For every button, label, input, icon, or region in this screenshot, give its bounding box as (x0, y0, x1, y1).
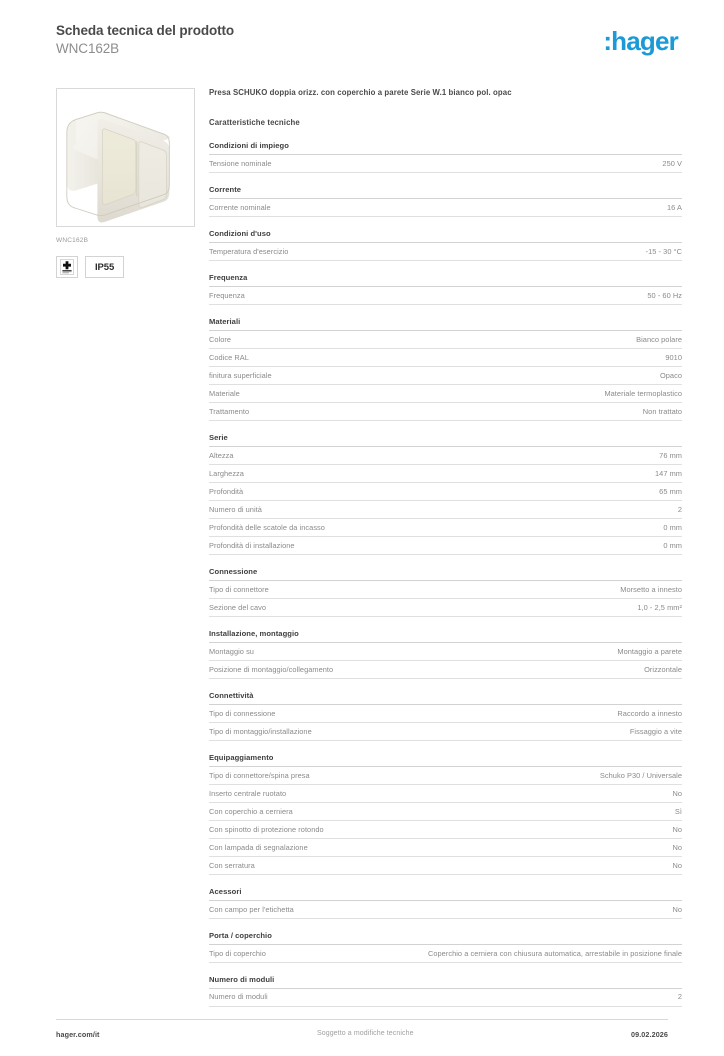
spec-row-label: Altezza (209, 450, 234, 460)
spec-row-value: 16 A (667, 202, 682, 212)
page-header (40, 0, 684, 70)
spec-row (209, 519, 682, 537)
spec-row-label: Sezione del cavo (209, 602, 267, 612)
footer-website[interactable]: hager.com/it (56, 1030, 100, 1040)
spec-row-value: Bianco polare (636, 334, 682, 344)
spec-row-label: Tipo di coperchio (209, 948, 266, 958)
product-image-frame (56, 88, 195, 227)
page-footer (40, 1019, 684, 1056)
spec-row-value: No (672, 904, 682, 914)
spec-section-heading: Condizioni di impiego (209, 141, 682, 155)
spec-section (209, 317, 682, 421)
spec-row-value: Morsetto a innesto (620, 584, 682, 594)
spec-row-label: Profondità di installazione (209, 540, 295, 550)
spec-section (209, 753, 682, 875)
spec-row-label: Trattamento (209, 406, 250, 416)
spec-section-heading: Frequenza (209, 273, 682, 287)
spec-section (209, 629, 682, 679)
footer-center-holder (100, 1030, 631, 1040)
spec-row-label: Corrente nominale (209, 202, 271, 212)
cross-protection-icon (60, 259, 74, 275)
spec-row-value: 147 mm (655, 468, 682, 478)
spec-row-label: Profondità (209, 486, 244, 496)
product-image (57, 89, 194, 226)
spec-row (209, 465, 682, 483)
spec-row (209, 287, 682, 305)
spec-row (209, 537, 682, 555)
spec-row-label: finitura superficiale (209, 370, 272, 380)
page-body (40, 70, 684, 1019)
spec-row (209, 331, 682, 349)
spec-row-value: Montaggio a parete (617, 646, 682, 656)
spec-section (209, 433, 682, 555)
spec-row-value: 2 (677, 992, 682, 1002)
spec-section (209, 141, 682, 173)
spec-section-heading: Acessori (209, 887, 682, 901)
specifications-column (195, 88, 684, 1019)
spec-row (209, 501, 682, 519)
spec-row-value: Opaco (659, 370, 682, 380)
spec-row-label: Tipo di connettore/spina presa (209, 770, 310, 780)
spec-row-value: 0 mm (663, 540, 682, 550)
product-reference: WNC162B (56, 41, 120, 57)
spec-row-label: Posizione di montaggio/collegamento (209, 664, 334, 674)
spec-row-value: 2 (677, 504, 682, 514)
spec-row-value: 250 V (662, 158, 682, 168)
spec-section-heading: Numero di moduli (209, 975, 682, 989)
spec-row (209, 199, 682, 217)
spec-row-value: Orizzontale (644, 664, 682, 674)
spec-row (209, 705, 682, 723)
spec-row (209, 945, 682, 963)
spec-row (209, 155, 682, 173)
spec-row-value: No (672, 842, 682, 852)
spec-section (209, 887, 682, 919)
spec-row (209, 803, 682, 821)
spec-row-value: 1,0 - 2,5 mm² (637, 602, 682, 612)
spec-row-label: Numero di moduli (209, 992, 268, 1002)
spec-row-label: Con spinotto di protezione rotondo (209, 824, 324, 834)
spec-row (209, 857, 682, 875)
spec-row-label: Con lampada di segnalazione (209, 842, 308, 852)
spec-row-value: No (672, 860, 682, 870)
specification-sections (209, 141, 682, 1007)
page-title: Scheda tecnica del prodotto (56, 23, 235, 38)
hager-logo: :hager (603, 26, 678, 56)
spec-row (209, 901, 682, 919)
spec-row-value: Coperchio a cerniera con chiusura automatica, arrestabile in posizione finale (427, 948, 682, 958)
spec-row (209, 403, 682, 421)
spec-section-heading: Corrente (209, 185, 682, 199)
protection-symbol-badge (56, 256, 78, 278)
spec-row-value: 65 mm (659, 486, 682, 496)
spec-row-value: Materiale termoplastico (604, 388, 682, 398)
spec-row (209, 989, 682, 1007)
spec-row-value: No (672, 788, 682, 798)
spec-section-heading: Condizioni d'uso (209, 229, 682, 243)
footer-divider (56, 1019, 668, 1020)
ip-rating-label: IP55 (95, 261, 115, 273)
spec-row (209, 599, 682, 617)
spec-row-value: Sì (674, 806, 682, 816)
spec-row (209, 581, 682, 599)
spec-row (209, 385, 682, 403)
specs-heading: Caratteristiche tecniche (209, 118, 300, 128)
spec-row-value: 50 - 60 Hz (647, 290, 682, 300)
spec-row-value: No (672, 824, 682, 834)
spec-row-value: 0 mm (663, 522, 682, 532)
spec-row-label: Frequenza (209, 290, 245, 300)
spec-row-label: Colore (209, 334, 232, 344)
spec-row-label: Codice RAL (209, 352, 249, 362)
header-titles (40, 22, 234, 58)
spec-section (209, 975, 682, 1007)
spec-section (209, 229, 682, 261)
spec-row (209, 821, 682, 839)
spec-row-value: Raccordo a innesto (617, 708, 682, 718)
spec-row-label: Con campo per l'etichetta (209, 904, 294, 914)
spec-row (209, 839, 682, 857)
spec-row (209, 643, 682, 661)
spec-row (209, 243, 682, 261)
spec-section-heading: Installazione, montaggio (209, 629, 682, 643)
product-badges (56, 256, 195, 278)
spec-row-label: Montaggio su (209, 646, 254, 656)
spec-section-heading: Equipaggiamento (209, 753, 682, 767)
spec-row-label: Materiale (209, 388, 240, 398)
spec-row-label: Inserto centrale ruotato (209, 788, 287, 798)
spec-row-label: Tipo di connettore (209, 584, 269, 594)
spec-section (209, 185, 682, 217)
spec-row-label: Tensione nominale (209, 158, 272, 168)
spec-section-heading: Connessione (209, 567, 682, 581)
spec-row (209, 447, 682, 465)
spec-section (209, 691, 682, 741)
spec-row (209, 767, 682, 785)
spec-row-label: Tipo di connessione (209, 708, 276, 718)
spec-section (209, 567, 682, 617)
spec-row (209, 483, 682, 501)
footer-date: 09.02.2026 (631, 1030, 668, 1040)
spec-section-heading: Materiali (209, 317, 682, 331)
spec-row (209, 723, 682, 741)
spec-row-value: 76 mm (659, 450, 682, 460)
product-media-column (40, 88, 195, 1019)
spec-row-value: 9010 (665, 352, 682, 362)
spec-row (209, 367, 682, 385)
spec-row (209, 661, 682, 679)
spec-row-label: Profondità delle scatole da incasso (209, 522, 325, 532)
footer-disclaimer: Soggetto a modifiche tecniche (316, 1029, 414, 1037)
spec-row-label: Larghezza (209, 468, 244, 478)
spec-section (209, 931, 682, 963)
spec-row-label: Numero di unità (209, 504, 262, 514)
product-description: Presa SCHUKO doppia orizz. con coperchio a parete Serie W.1 bianco pol. opac (209, 88, 512, 98)
spec-row (209, 349, 682, 367)
spec-row-label: Tipo di montaggio/installazione (209, 726, 312, 736)
spec-row-value: -15 - 30 °C (645, 246, 682, 256)
spec-section-heading: Porta / coperchio (209, 931, 682, 945)
product-image-caption: WNC162B (56, 237, 89, 245)
ip-rating-badge (85, 256, 124, 278)
spec-row-label: Con coperchio a cerniera (209, 806, 293, 816)
spec-row-label: Con serratura (209, 860, 255, 870)
spec-section-heading: Connettività (209, 691, 682, 705)
spec-row-value: Fissaggio a vite (629, 726, 682, 736)
spec-section-heading: Serie (209, 433, 682, 447)
spec-row-value: Non trattato (642, 406, 682, 416)
spec-row-value: Schuko P30 / Universale (599, 770, 682, 780)
spec-section (209, 273, 682, 305)
spec-row (209, 785, 682, 803)
spec-row-label: Temperatura d'esercizio (209, 246, 289, 256)
footer-content (56, 1030, 668, 1040)
